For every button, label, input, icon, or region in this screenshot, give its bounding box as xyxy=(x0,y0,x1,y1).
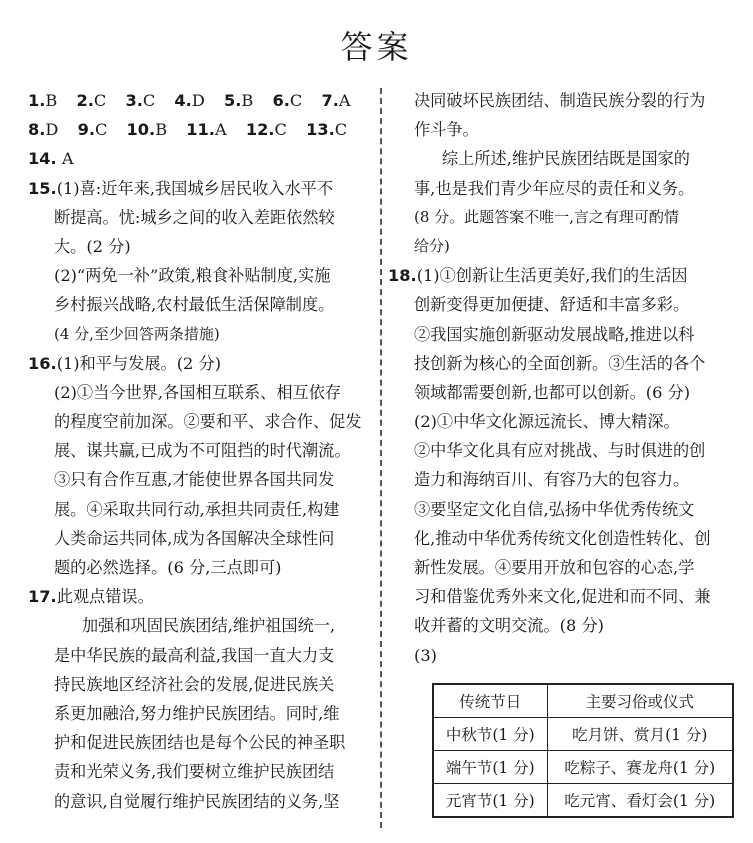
question-16-line: 题的必然选择。(6 分,三点即可) xyxy=(54,558,282,577)
question-16-line: 16.(1)和平与发展。(2 分) xyxy=(28,353,222,373)
mc-answer: 8.D xyxy=(28,120,59,140)
question-16-line: (2)①当今世界,各国相互联系、相互依存 xyxy=(54,382,342,402)
question-18-line: 收并蓄的文明交流。(8 分) xyxy=(414,616,604,636)
question-17-line: 的意识,自觉履行维护民族团结的义务,坚 xyxy=(54,791,340,811)
mc-answer: 2.C xyxy=(76,91,107,110)
question-15-line: 大。(2 分) xyxy=(54,236,131,256)
mc-answer: 9.C xyxy=(77,120,108,140)
question-17-note: 给分) xyxy=(414,236,450,255)
question-18-line: 新性发展。④要用开放和包容的心态,学 xyxy=(414,558,695,577)
question-17-line: 事,也是我们青少年应尽的责任和义务。 xyxy=(414,178,695,198)
question-14: 14. A xyxy=(28,149,74,169)
question-18-line: ②中华文化具有应对挑战、与时俱进的创 xyxy=(414,441,706,461)
question-18-line: (3) xyxy=(414,645,437,665)
table-cell: 元宵节(1 分) xyxy=(433,784,547,818)
mc-answer: 3.C xyxy=(125,91,156,110)
mc-answer: 11.A xyxy=(186,120,227,140)
question-16-line: 的程度空前加深。②要和平、求合作、促发 xyxy=(54,412,362,432)
left-column xyxy=(28,86,374,816)
question-18-line: 领域都需要创新,也都可以创新。(6 分) xyxy=(414,382,691,402)
question-17-line: 责和光荣义务,我们要树立维护民族团结 xyxy=(54,762,335,782)
column-divider xyxy=(380,88,382,828)
question-17-line: 决同破坏民族团结、制造民族分裂的行为 xyxy=(414,91,706,110)
right-column xyxy=(388,86,732,670)
table-header: 传统节日 xyxy=(433,684,547,718)
question-18-line: 技创新为核心的全面创新。③生活的各个 xyxy=(414,353,706,373)
question-15-line: 乡村振兴战略,农村最低生活保障制度。 xyxy=(54,295,335,315)
question-18-line: (2)①中华文化源远流长、博大精深。 xyxy=(414,412,680,432)
question-16-line: ③只有合作互惠,才能使世界各国共同发 xyxy=(54,470,335,490)
question-17-line: 17.此观点错误。 xyxy=(28,587,154,607)
page-title: 答案 xyxy=(340,28,413,66)
mc-answers-row-2 xyxy=(28,115,374,144)
festival-table xyxy=(432,683,734,818)
question-15-line: 15.(1)喜:近年来,我国城乡居民收入水平不 xyxy=(28,178,334,198)
question-17-line: 持民族地区经济社会的发展,促进民族关 xyxy=(54,674,335,694)
table-row xyxy=(433,718,733,751)
question-17-line: 护和促进民族团结也是每个公民的神圣职 xyxy=(54,733,346,753)
question-18-line: 化,推动中华优秀传统文化创造性转化、创 xyxy=(414,528,711,548)
table-header-row xyxy=(433,684,733,718)
table-row xyxy=(433,751,733,784)
question-17-line: 加强和巩固民族团结,维护祖国统一, xyxy=(82,616,336,636)
question-15-line: (2)“两免一补”政策,粮食补贴制度,实施 xyxy=(54,266,331,286)
table-cell: 中秋节(1 分) xyxy=(433,718,547,751)
table-cell: 吃月饼、赏月(1 分) xyxy=(547,718,733,751)
question-17-note: (8 分。此题答案不唯一,言之有理可酌情 xyxy=(414,207,679,226)
mc-answer: 5.B xyxy=(223,91,254,110)
table-row xyxy=(433,784,733,818)
table-header: 主要习俗或仪式 xyxy=(547,684,733,718)
question-18-line: ②我国实施创新驱动发展战略,推进以科 xyxy=(414,324,695,344)
question-17-line: 综上所述,维护民族团结既是国家的 xyxy=(442,149,690,169)
mc-answer: 4.D xyxy=(174,91,205,110)
mc-answer: 10.B xyxy=(126,120,168,140)
question-16-line: 人类命运共同体,成为各国解决全球性问 xyxy=(54,528,335,548)
question-15-note: (4 分,至少回答两条措施) xyxy=(54,324,220,343)
mc-answers-row-1 xyxy=(28,86,374,115)
mc-answer: 1.B xyxy=(28,91,58,110)
mc-answer: 6.C xyxy=(272,91,303,110)
question-16-line: 展。④采取共同行动,承担共同责任,构建 xyxy=(54,499,340,519)
question-16-line: 展、谋共赢,已成为不可阻挡的时代潮流。 xyxy=(54,441,351,461)
mc-answer: 12.C xyxy=(245,120,287,140)
question-18-line: ③要坚定文化自信,弘扬中华优秀传统文 xyxy=(414,499,695,519)
question-15-line: 断提高。忧:城乡之间的收入差距依然较 xyxy=(54,207,335,227)
question-18-line: 创新变得更加便捷、舒适和丰富多彩。 xyxy=(414,295,690,315)
question-18-line: 造力和海纳百川、有容乃大的包容力。 xyxy=(414,470,690,490)
question-18-line: 习和借鉴优秀外来文化,促进和而不同、兼 xyxy=(414,587,711,607)
table-cell: 吃元宵、看灯会(1 分) xyxy=(547,784,733,818)
mc-answer: 7.A xyxy=(321,91,351,110)
question-17-line: 是中华民族的最高利益,我国一直大力支 xyxy=(54,645,335,665)
question-18-line: 18.(1)①创新让生活更美好,我们的生活因 xyxy=(388,266,688,286)
table-cell: 吃粽子、赛龙舟(1 分) xyxy=(547,751,733,784)
mc-answer: 13.C xyxy=(306,120,348,140)
question-17-line: 作斗争。 xyxy=(414,120,479,140)
question-17-line: 系更加融洽,努力维护民族团结。同时,维 xyxy=(54,703,340,723)
table-cell: 端午节(1 分) xyxy=(433,751,547,784)
